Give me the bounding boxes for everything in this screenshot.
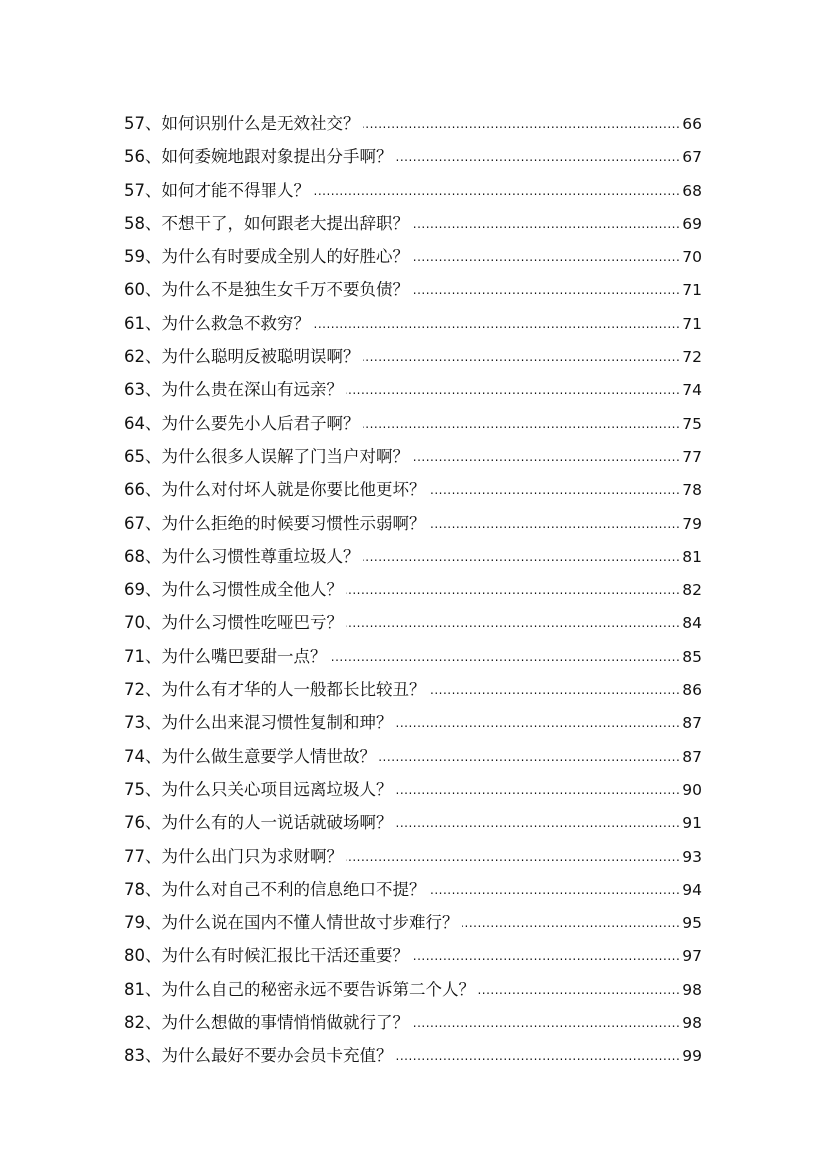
toc-entry-page-number: 71 — [682, 281, 702, 300]
toc-entry-number: 60、 — [124, 280, 162, 300]
toc-entry-number: 74、 — [124, 746, 162, 766]
toc-dot-leader — [346, 574, 680, 607]
toc-entry-page-number: 99 — [682, 1047, 702, 1066]
toc-entry-number: 63、 — [124, 380, 162, 400]
toc-entry-page-number: 82 — [682, 581, 702, 600]
toc-entry-title: 为什么要先小人后君子啊？ — [161, 413, 360, 433]
toc-entry-title: 为什么对自己不利的信息绝口不提？ — [161, 879, 426, 899]
toc-entry-title: 为什么有的人一说话就破场啊？ — [161, 813, 393, 833]
toc-entry[interactable] — [124, 1006, 702, 1039]
toc-entry-number: 77、 — [124, 846, 162, 866]
toc-entry-page-number: 78 — [682, 481, 702, 500]
toc-dot-leader — [412, 940, 680, 973]
toc-entry[interactable] — [124, 174, 702, 207]
toc-entry-page-number: 95 — [682, 914, 702, 933]
toc-entry-page-number: 87 — [682, 747, 702, 766]
toc-entry[interactable] — [124, 240, 702, 273]
toc-entry-title: 为什么有时候汇报比干活还重要？ — [161, 946, 409, 966]
toc-entry-title: 如何识别什么是无效社交？ — [161, 114, 360, 133]
table-of-contents — [124, 107, 702, 1073]
toc-entry-page-number: 90 — [682, 780, 702, 799]
toc-entry-page-number: 71 — [682, 314, 702, 333]
toc-entry[interactable] — [124, 373, 702, 406]
toc-entry-number: 81、 — [124, 979, 162, 999]
toc-entry[interactable] — [124, 606, 702, 639]
toc-dot-leader — [346, 374, 680, 407]
toc-entry[interactable] — [124, 939, 702, 972]
toc-entry[interactable] — [124, 1039, 702, 1072]
toc-dot-leader — [429, 508, 681, 541]
toc-entry-title: 为什么有才华的人一般都长比较丑？ — [161, 680, 426, 700]
toc-entry-page-number: 94 — [682, 880, 702, 899]
toc-entry[interactable] — [124, 573, 702, 606]
toc-entry-number: 58、 — [124, 213, 162, 233]
toc-entry-number: 70、 — [124, 613, 162, 633]
toc-dot-leader — [396, 141, 681, 174]
toc-entry[interactable] — [124, 407, 702, 440]
toc-entry-number: 67、 — [124, 513, 162, 533]
toc-entry[interactable] — [124, 307, 702, 340]
toc-dot-leader — [412, 441, 680, 474]
toc-entry-number: 62、 — [124, 347, 162, 367]
toc-entry-title: 为什么拒绝的时候要习惯性示弱啊？ — [161, 513, 426, 533]
toc-dot-leader — [429, 874, 681, 907]
toc-entry-title: 为什么贵在深山有远亲？ — [161, 380, 343, 400]
toc-entry-title: 为什么习惯性尊重垃圾人？ — [161, 546, 360, 566]
toc-entry-title: 为什么对付坏人就是你要比他更坏？ — [161, 480, 426, 500]
toc-entry-number: 76、 — [124, 813, 162, 833]
toc-entry-number: 65、 — [124, 446, 162, 466]
toc-entry-number: 73、 — [124, 713, 162, 733]
toc-entry-title: 为什么出门只为求财啊？ — [161, 846, 343, 866]
toc-dot-leader — [412, 1007, 680, 1040]
toc-entry-number: 66、 — [124, 480, 162, 500]
toc-entry-title: 如何才能不得罪人？ — [161, 180, 310, 200]
toc-dot-leader — [330, 641, 681, 674]
toc-dot-leader — [346, 607, 680, 640]
toc-entry-title: 为什么嘴巴要甜一点？ — [161, 646, 327, 666]
toc-entry-page-number: 91 — [682, 814, 702, 833]
toc-entry-number: 57、 — [124, 180, 162, 200]
toc-entry-title: 不想干了，如何跟老大提出辞职？ — [161, 213, 409, 233]
toc-entry-title: 为什么最好不要办会员卡充值？ — [161, 1046, 393, 1066]
toc-entry[interactable] — [124, 773, 702, 806]
toc-entry-number: 79、 — [124, 913, 162, 933]
toc-dot-leader — [396, 1040, 681, 1073]
toc-entry-page-number: 87 — [682, 714, 702, 733]
toc-dot-leader — [429, 474, 681, 507]
toc-entry-title: 为什么想做的事情悄悄做就行了？ — [161, 1013, 409, 1033]
toc-entry[interactable] — [124, 673, 702, 706]
toc-dot-leader — [396, 774, 681, 807]
toc-entry-number: 72、 — [124, 680, 162, 700]
toc-entry-number: 59、 — [124, 247, 162, 267]
toc-entry-page-number: 98 — [682, 1014, 702, 1033]
toc-entry[interactable] — [124, 140, 702, 173]
toc-entry[interactable] — [124, 706, 702, 739]
toc-entry-number: 57、 — [124, 114, 162, 133]
toc-entry-title: 为什么只关心项目远离垃圾人？ — [161, 779, 393, 799]
toc-entry-number: 78、 — [124, 879, 162, 899]
toc-dot-leader — [363, 341, 681, 374]
toc-dot-leader — [478, 974, 680, 1007]
toc-entry-page-number: 85 — [682, 647, 702, 666]
toc-entry-title: 如何委婉地跟对象提出分手啊？ — [161, 147, 393, 167]
toc-entry-page-number: 86 — [682, 681, 702, 700]
toc-entry[interactable] — [124, 340, 702, 373]
toc-entry[interactable] — [124, 273, 702, 306]
toc-entry-page-number: 66 — [682, 115, 702, 133]
toc-entry-number: 71、 — [124, 646, 162, 666]
toc-entry-page-number: 77 — [682, 447, 702, 466]
toc-entry-page-number: 81 — [682, 547, 702, 566]
toc-entry-page-number: 93 — [682, 847, 702, 866]
toc-entry[interactable] — [124, 840, 702, 873]
toc-entry[interactable] — [124, 973, 702, 1006]
toc-entry-number: 83、 — [124, 1046, 162, 1066]
toc-entry-page-number: 67 — [682, 148, 702, 167]
toc-dot-leader — [363, 108, 681, 141]
toc-entry[interactable] — [124, 540, 702, 573]
toc-entry-title: 为什么不是独生女千万不要负债？ — [161, 280, 409, 300]
toc-dot-leader — [429, 674, 681, 707]
toc-dot-leader — [379, 741, 680, 774]
toc-entry[interactable] — [124, 640, 702, 673]
toc-entry-title: 为什么说在国内不懂人情世故寸步难行？ — [161, 913, 459, 933]
toc-entry-page-number: 69 — [682, 214, 702, 233]
toc-entry-title: 为什么自己的秘密永远不要告诉第二个人？ — [161, 979, 475, 999]
toc-entry-number: 80、 — [124, 946, 162, 966]
toc-entry[interactable] — [124, 440, 702, 473]
toc-entry-page-number: 84 — [682, 614, 702, 633]
toc-entry-page-number: 72 — [682, 348, 702, 367]
toc-dot-leader — [396, 707, 681, 740]
toc-entry-number: 82、 — [124, 1013, 162, 1033]
toc-entry-title: 为什么有时要成全别人的好胜心？ — [161, 247, 409, 267]
toc-dot-leader — [412, 241, 680, 274]
toc-dot-leader — [396, 807, 681, 840]
toc-entry-page-number: 98 — [682, 980, 702, 999]
toc-dot-leader — [363, 408, 681, 441]
toc-dot-leader — [313, 308, 680, 341]
toc-entry[interactable] — [124, 207, 702, 240]
toc-dot-leader — [313, 175, 680, 208]
toc-entry-page-number: 68 — [682, 181, 702, 200]
toc-entry-page-number: 97 — [682, 947, 702, 966]
toc-entry-number: 56、 — [124, 147, 162, 167]
toc-entry[interactable] — [124, 806, 702, 839]
toc-dot-leader — [462, 907, 681, 940]
toc-entry-title: 为什么聪明反被聪明误啊？ — [161, 347, 360, 367]
toc-entry-page-number: 75 — [682, 414, 702, 433]
toc-dot-leader — [363, 541, 681, 574]
toc-entry-number: 68、 — [124, 546, 162, 566]
toc-dot-leader — [412, 274, 680, 307]
toc-entry-title: 为什么出来混习惯性复制和珅？ — [161, 713, 393, 733]
toc-entry-number: 64、 — [124, 413, 162, 433]
toc-entry[interactable] — [124, 873, 702, 906]
toc-entry[interactable] — [124, 507, 702, 540]
toc-dot-leader — [346, 841, 680, 874]
toc-entry[interactable] — [124, 107, 702, 140]
toc-entry[interactable] — [124, 740, 702, 773]
toc-entry-page-number: 79 — [682, 514, 702, 533]
toc-entry-page-number: 74 — [682, 381, 702, 400]
toc-entry-number: 61、 — [124, 313, 162, 333]
toc-entry-title: 为什么习惯性成全他人？ — [161, 580, 343, 600]
toc-entry-title: 为什么救急不救穷？ — [161, 313, 310, 333]
toc-entry-title: 为什么很多人误解了门当户对啊？ — [161, 446, 409, 466]
toc-entry-title: 为什么做生意要学人情世故？ — [161, 746, 376, 766]
toc-entry-title: 为什么习惯性吃哑巴亏？ — [161, 613, 343, 633]
toc-entry-page-number: 70 — [682, 248, 702, 267]
toc-entry[interactable] — [124, 473, 702, 506]
toc-entry-number: 75、 — [124, 779, 162, 799]
toc-entry[interactable] — [124, 906, 702, 939]
toc-entry-number: 69、 — [124, 580, 162, 600]
toc-dot-leader — [412, 208, 680, 241]
